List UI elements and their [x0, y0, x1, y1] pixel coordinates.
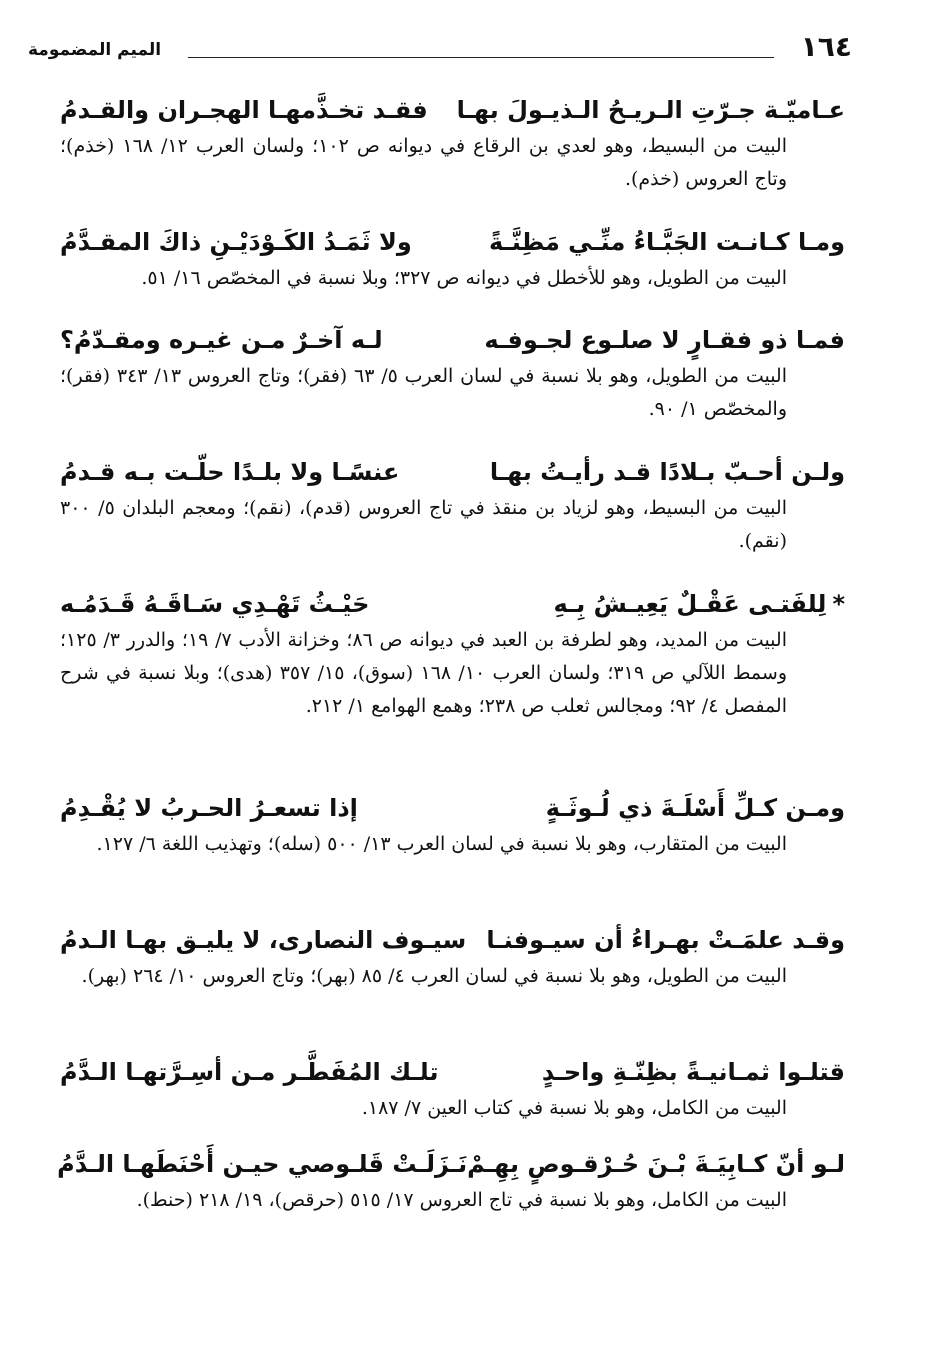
verse-source-note: البيت من المتقارب، وهو بلا نسبة في لسان العرب ١٣/ ٥٠٠ (سله)؛ وتهذيب اللغة ٦/ ١٢٧.	[96, 833, 787, 855]
verse-source-note: البيت من الكامل، وهو بلا نسبة في تاج العروس ١٧/ ٥١٥ (حرقص)، ١٩/ ٢١٨ (حنط).	[136, 1189, 787, 1211]
verse-line	[60, 224, 845, 260]
verse-line	[60, 790, 845, 826]
verse-hemistich-first: وقـد علمَـتْ بهـراءُ أن سيـوفنـا	[486, 926, 845, 954]
verse-hemistich-first: ومـا كـانـت الجَبَّـاءُ منِّـي مَظِنَّـةً	[489, 228, 845, 256]
verse-source-note: البيت من الطويل، وهو بلا نسبة في لسان العرب ٥/ ٦٣ (فقر)؛ وتاج العروس ١٣/ ٣٤٣ (فقر)؛ والمخصّص ١/ ٩٠.	[60, 365, 788, 420]
verse-hemistich-first	[553, 586, 845, 622]
verse-line	[60, 922, 845, 958]
verse-hemistich-first: ومـن كـلِّ أَسْلَـةَ ذي لُـوثَـةٍ	[545, 794, 845, 822]
verse-entry	[57, 1146, 845, 1217]
verse-entry	[60, 790, 845, 861]
verse-source-note: البيت من الطويل، وهو للأخطل في ديوانه ص ٣٢٧؛ وبلا نسبة في المخصّص ١٦/ ٥١.	[141, 267, 787, 289]
verse-source-note: البيت من الكامل، وهو بلا نسبة في كتاب العين ٧/ ١٨٧.	[361, 1097, 787, 1119]
verse-hemistich-first: عـاميّـة جـرّتِ الـريـحُ الـذيـولَ بهـا	[456, 96, 845, 124]
verse-line	[60, 586, 845, 622]
verse-hemistich-second: تلـك المُفَطَّـر مـن أسِـرَّتهـا الـدَّمُ	[60, 1058, 439, 1086]
verse-hemistich-second: ولا ثَمَـدُ الكَـوْدَيْـنِ ذاكَ المقـدَّمُ	[60, 228, 412, 256]
verse-hemistich-first: لـو أنّ كـابِيَـةَ بْـنَ حُـرْقـوصٍ بِهِـمْ	[467, 1150, 845, 1178]
header-rule	[188, 57, 774, 58]
verse-entry	[60, 1054, 845, 1125]
verse-source-note: البيت من المديد، وهو لطرفة بن العبد في ديوانه ص ٨٦؛ وخزانة الأدب ٧/ ١٩؛ والدرر ٣/ ١٢٥؛ وسمط اللآلي ص ٣١٩؛ ولسان العرب ١٠/ ١٦٨ (سوق)، ١٥/ ٣٥٧ (هدى)؛ وبلا نسبة في شرح المفصل ٤/ ٩٢؛ ومجالس ثعلب ص ٢٣٨؛ وهمع الهوامع ١/ ٢١٢.	[60, 629, 788, 717]
verse-line	[57, 1146, 845, 1182]
verse-source-note: البيت من البسيط، وهو لعدي بن الرقاع في ديوانه ص ١٠٢؛ ولسان العرب ١٢/ ١٦٨ (خذم)؛ وتاج العروس (خذم).	[60, 135, 787, 190]
verse-hemistich-first: ولـن أحـبّ بـلادًا قـد رأيـتُ بهـا	[489, 458, 845, 486]
verse-hemistich-second: سيـوف النصارى، لا يليـق بهـا الـدمُ	[60, 926, 467, 954]
verse-line	[60, 1054, 845, 1090]
verse-hemistich-second: نَـزَلَـتْ قَلـوصي حيـن أَحْنَطَهـا الـدَّمُ	[57, 1150, 468, 1178]
verse-hemistich-second: إذا تسعـرُ الحـربُ لا يُقْـدِمُ	[60, 794, 358, 822]
verse-entry	[60, 922, 845, 993]
verse-entry	[60, 322, 845, 426]
verse-hemistich-text: لِلفَتـى عَقْـلٌ يَعِيـشُ بِـهِ	[553, 590, 827, 618]
verse-entry	[60, 454, 845, 558]
verse-line	[60, 322, 845, 358]
verse-hemistich-first: قتلـوا ثمـانيـةً بظِنّـةِ واحـدٍ	[541, 1058, 845, 1086]
verse-source-note: البيت من البسيط، وهو لزياد بن منقذ في تاج العروس (قدم)، (نقم)؛ ومعجم البلدان ٥/ ٣٠٠ (نقم).	[60, 497, 787, 552]
verse-hemistich-second: حَيْـثُ تَهْـدِي سَـاقَـهُ قَـدَمُـه	[60, 590, 370, 618]
verse-hemistich-second: فقـد تخـذَّمهـا الهجـران والقـدمُ	[60, 96, 428, 124]
page-header	[28, 30, 852, 70]
verse-hemistich-first: فمـا ذو فقـارٍ لا صلـوع لجـوفـه	[484, 326, 845, 354]
page-number: ١٦٤	[800, 30, 852, 63]
star-marker: *	[832, 590, 845, 618]
verse-line	[60, 454, 845, 490]
verse-line	[60, 92, 845, 128]
verse-entry	[60, 92, 845, 196]
verse-hemistich-second: لـه آخـرٌ مـن غيـره ومقـدّمُ؟	[60, 326, 383, 354]
running-title: الميم المضمومة	[28, 40, 162, 60]
verse-entry	[60, 224, 845, 295]
verse-source-note: البيت من الطويل، وهو بلا نسبة في لسان العرب ٤/ ٨٥ (بهر)؛ وتاج العروس ١٠/ ٢٦٤ (بهر).	[81, 965, 787, 987]
verse-entry	[60, 586, 845, 723]
verse-hemistich-second: عنسًـا ولا بلـدًا حلّـت بـه قـدمُ	[60, 458, 400, 486]
